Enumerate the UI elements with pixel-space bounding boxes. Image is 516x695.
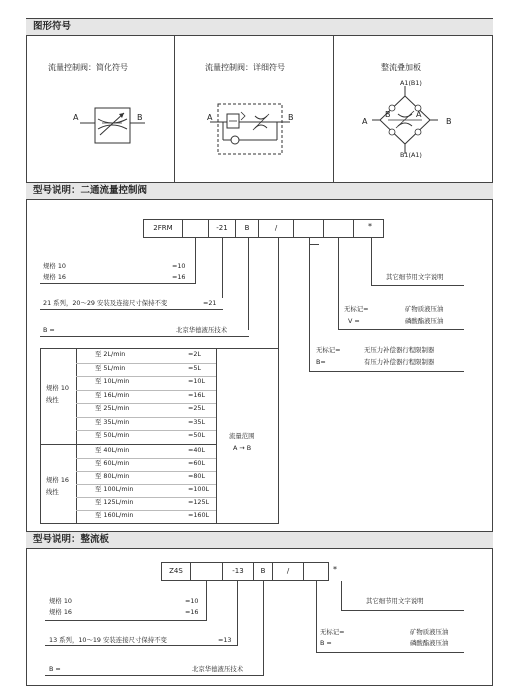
mineral-oil: 矿物质液压油 (405, 305, 444, 313)
series-value: =21 (203, 299, 217, 307)
plate-b-eq: B = (49, 665, 61, 673)
plate-series-label: 13 系列，10～19 安装连接尺寸保持不变 (49, 636, 167, 644)
connector (237, 581, 238, 645)
plate-no-mark: 无标记= (320, 628, 345, 636)
b-eq2: B= (316, 358, 326, 366)
divider (216, 348, 217, 524)
simplified-valve-symbol (60, 100, 150, 150)
flow-range-item: 至 10L/min (95, 377, 130, 385)
flow-value-item: =35L (188, 417, 206, 426)
row-divider (76, 363, 216, 364)
size10-value: =10 (172, 262, 186, 270)
flow-range-item: 至 50L/min (95, 431, 130, 439)
plate-cell-series: -13 (222, 562, 254, 581)
flow-range-item: 至 40L/min (95, 446, 130, 454)
row-divider (76, 497, 216, 498)
plate-mineral-oil: 矿物质液压油 (410, 628, 449, 636)
flow-range-item: 至 35L/min (95, 417, 130, 426)
code-cell-oil (323, 219, 354, 238)
port-a1b1-label: A1(B1) (400, 79, 422, 87)
with-comp-label: 有压力补偿器行程限制器 (364, 358, 435, 366)
detail-port-b-label: B (288, 113, 294, 122)
divider (333, 36, 334, 182)
row-divider (76, 390, 216, 391)
code-cell-series: -21 (208, 219, 236, 238)
code-cell-type: 2FRM (143, 219, 183, 238)
flow-range-item: 至 125L/min (95, 498, 134, 506)
connector (309, 238, 310, 344)
plate-symbol-label: 整流叠加板 (381, 63, 421, 72)
flow-value-item: =5L (188, 363, 201, 372)
flow-range-label: 流量范围 (229, 432, 255, 440)
flow-value-item: =10L (188, 377, 206, 385)
connector (263, 581, 264, 675)
plate-series-underline (45, 645, 238, 646)
row-divider (76, 430, 216, 431)
connector (309, 244, 319, 245)
no-mark-2: 无标记= (316, 346, 341, 354)
detailed-valve-symbol (205, 100, 295, 160)
flow-range-item: 至 100L/min (95, 485, 134, 493)
size16-label: 规格 16 (43, 273, 66, 281)
b-desc: 北京华德液压技术 (176, 326, 228, 334)
connector (248, 238, 249, 330)
flow-range-item: 至 5L/min (95, 363, 126, 372)
plate-b-desc: 北京华德液压技术 (192, 665, 244, 673)
plate-cell-type: Z4S (161, 562, 191, 581)
row-divider (76, 510, 216, 511)
plate-inner-b-label: B (385, 110, 391, 119)
valve-model-header: 型号说明：二通流量控制阀 (26, 182, 493, 200)
row-divider (76, 458, 216, 459)
flow-dir-label: A → B (233, 444, 252, 452)
flow-range-item: 至 2L/min (95, 350, 126, 358)
port-b-label: B (137, 113, 143, 122)
no-comp-label: 无压力补偿器行程限制器 (364, 346, 435, 354)
divider (40, 444, 216, 445)
plate-size10-label: 规格 10 (49, 597, 72, 605)
plate-cell-star: * (333, 565, 337, 574)
plate-cell-size (190, 562, 223, 581)
connector (371, 238, 372, 268)
plate-b-underline (45, 675, 264, 676)
phosphate-oil: 磷酸酯液压油 (405, 317, 444, 325)
size16-value: =16 (172, 273, 186, 281)
code-cell-flow: / (258, 219, 294, 238)
other-detail-label: 其它细节用文字说明 (386, 273, 444, 281)
flow-value-item: =50L (188, 431, 206, 439)
port-b1a1-label: B1(A1) (400, 151, 422, 159)
symbols-header: 图形符号 (26, 18, 493, 36)
flow-range-item: 至 160L/min (95, 511, 134, 519)
plate-cell-slash: / (272, 562, 304, 581)
row-divider (76, 403, 216, 404)
series-label: 21 系列，20～29 安装及连接尺寸保持不变 (43, 299, 168, 307)
plate-inner-a-label: A (416, 110, 422, 119)
connector (222, 238, 223, 298)
flow-value-item: =160L (188, 511, 210, 519)
plate-phosphate: 磷酸酯液压油 (410, 639, 449, 647)
flow-value-item: =125L (188, 498, 210, 506)
flow-range-item: 至 25L/min (95, 404, 130, 412)
plate-size10-value: =10 (185, 597, 199, 605)
flow-value-item: =100L (188, 485, 210, 493)
plate-b-eq2: B = (320, 639, 332, 647)
flow-range-item: 至 60L/min (95, 459, 130, 467)
b-eq-label: B = (43, 326, 55, 334)
series-underline (40, 309, 223, 310)
port-a-label: A (73, 113, 79, 122)
plate-cell-b: B (253, 562, 273, 581)
plate-size16-label: 规格 16 (49, 608, 72, 616)
detailed-symbol-label: 流量控制阀：详细符号 (205, 63, 285, 72)
no-mark-1: 无标记= (344, 305, 369, 313)
flow-value-item: =60L (188, 459, 206, 467)
row-divider (76, 484, 216, 485)
code-cell-comp (293, 219, 324, 238)
plate-cell-oil (303, 562, 329, 581)
row-divider (76, 417, 216, 418)
row-divider (76, 471, 216, 472)
flow-value-item: =40L (188, 446, 206, 454)
connector (278, 238, 279, 348)
detail-port-a-label: A (207, 113, 213, 122)
flow-value-item: =2L (188, 350, 201, 358)
flow-range-item: 至 80L/min (95, 472, 130, 480)
flow-range-item: 至 16L/min (95, 390, 130, 399)
code-cell-size (182, 219, 209, 238)
code-cell-b: B (235, 219, 259, 238)
connector (338, 238, 339, 300)
plate-port-b-label: B (446, 117, 452, 126)
b-underline (40, 336, 249, 337)
size10-label: 规格 10 (43, 262, 66, 270)
plate-port-a-label: A (362, 117, 368, 126)
code-cell-spacer (383, 219, 384, 238)
flow-value-item: =80L (188, 472, 206, 480)
code-cell-star: * (368, 222, 372, 231)
simplified-symbol-label: 流量控制阀：简化符号 (48, 63, 128, 72)
group10-label: 规格 10 线性 (46, 384, 69, 404)
v-eq: V = (348, 317, 360, 325)
divider (174, 36, 175, 182)
plate-other-detail: 其它细节用文字说明 (366, 597, 424, 605)
rectifier-plate-symbol (368, 80, 448, 160)
plate-series-value: =13 (218, 636, 232, 644)
plate-model-header: 型号说明：整流板 (26, 531, 493, 549)
flow-value-item: =16L (188, 390, 206, 399)
row-divider (76, 376, 216, 377)
group16-label: 规格 16 线性 (46, 476, 69, 496)
flow-value-item: =25L (188, 404, 206, 412)
plate-size16-value: =16 (185, 608, 199, 616)
